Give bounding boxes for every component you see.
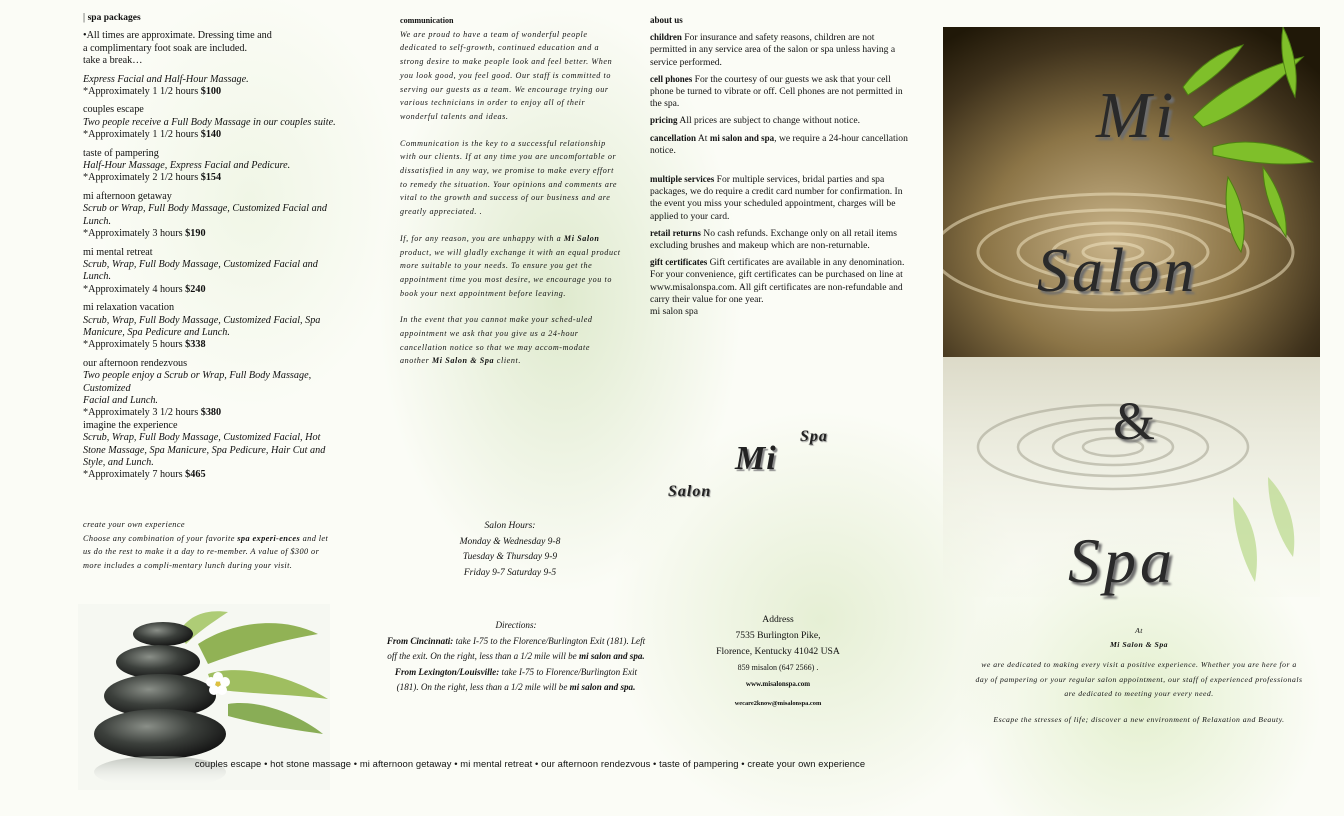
policy-text: , we require a 24-hour cancellation notice. [650, 132, 908, 156]
address-line: Florence, Kentucky 41042 USA [716, 646, 840, 657]
brand-name: Mi Salon & Spa [432, 356, 495, 366]
direction-origin: From Cincinnati: [386, 635, 454, 646]
direction-destination: mi salon and spa. [579, 651, 645, 662]
create-experience-block [83, 518, 333, 572]
package-price: $190 [185, 228, 206, 240]
policy-text: At [696, 132, 710, 144]
spa-packages-panel [83, 12, 345, 488]
policy-item [650, 227, 912, 252]
hours-line: Friday 9-7 Saturday 9-5 [463, 568, 557, 579]
small-logo-salon: Salon [668, 483, 712, 500]
policy-label: retail returns [650, 227, 701, 238]
package-item [83, 148, 345, 185]
package-price: $465 [185, 469, 206, 481]
create-experience-heading: create your own experience [83, 520, 186, 529]
paragraph-text: If, for any reason, you are unhappy with a [400, 233, 564, 243]
policy-label: children [650, 32, 682, 43]
paragraph-text: product, we will gladly exchange it with an equal product more suitable to your needs. To ensure you get the appointment time you most desire, we encourage you to book your next appointment before leaving. [400, 247, 621, 298]
package-price: $240 [185, 283, 206, 295]
package-name: couples escape [83, 104, 144, 116]
cover-tagline [975, 624, 1303, 727]
package-time: *Approximately 5 hours [83, 339, 183, 351]
package-price: $140 [200, 129, 222, 141]
package-item [83, 358, 345, 420]
package-price: $338 [185, 339, 206, 351]
communication-panel [400, 14, 622, 381]
title-prefix: | [83, 12, 86, 23]
cover-title-mi: Mi [1096, 79, 1178, 152]
package-time: *Approximately 2 1/2 hours [83, 172, 199, 184]
direction-text: take I-75 to Florence/Burlington Exit (181). On the right, less than a 1/2 mile will be [396, 666, 638, 693]
package-item [83, 191, 345, 241]
hours-title: Salon Hours: [484, 521, 536, 531]
signoff: mi salon spa [650, 306, 698, 318]
footer-services-list: couples escape • hot stone massage • mi afternoon getaway • mi mental retreat • our afternoon rendezvous • taste of pampering • create your own experience [194, 758, 866, 769]
cover-title-salon: Salon [1037, 237, 1199, 305]
intro-line: •All times are approximate. Dressing time and [83, 30, 272, 42]
package-name: imagine the experience [83, 419, 178, 431]
package-name: mi afternoon getaway [83, 190, 172, 202]
policy-text: No cash refunds. Exchange only on all retail items excluding brushes and makeup which are non-returnable. [650, 227, 897, 252]
package-desc: Scrub or Wrap, Full Body Massage, Customized Facial and Lunch. [83, 203, 327, 227]
brand-name: Mi Salon [563, 233, 600, 243]
intro-line: take a break… [83, 55, 143, 67]
intro-line: a complimentary foot soak are included. [83, 42, 248, 54]
hours-line: Monday & Wednesday 9-8 [459, 536, 561, 547]
package-desc: Scrub, Wrap, Full Body Massage, Customized Facial and Lunch. [83, 258, 318, 283]
cover-paragraph: Escape the stresses of life; discover a new environment of Relaxation and Beauty. [993, 715, 1285, 725]
package-desc: Scrub, Wrap, Full Body Massage, Customized Facial, Hot Stone Massage, Spa Manicure, Spa Pedicure, Hair Cut and Style, and Lunch. [83, 432, 326, 468]
create-experience-bold: spa experi-ences [237, 533, 301, 543]
package-desc-cont: Facial and Lunch. [83, 394, 158, 406]
policy-label: multiple services [650, 174, 715, 185]
package-name: mi relaxation vacation [83, 302, 175, 314]
cover-title-ampersand: & [1113, 391, 1160, 451]
package-time: *Approximately 4 hours [83, 283, 183, 295]
package-time: *Approximately 3 hours [83, 228, 183, 240]
package-item [83, 302, 345, 352]
package-name: taste of pampering [83, 147, 159, 159]
policy-label: cancellation [650, 132, 696, 143]
cover-paragraph: we are dedicated to making every visit a positive experience. Whether you are here for a day of pampering or your regular salon appointment, our staff of experienced professionals are dedicated to meeting your every need. [975, 660, 1303, 698]
directions-block [385, 618, 647, 696]
direction-destination: mi salon and spa. [569, 682, 636, 693]
package-price: $154 [200, 172, 222, 184]
package-desc: Scrub, Wrap, Full Body Massage, Customized Facial, Spa Manicure, Spa Pedicure and Lunch. [83, 314, 321, 338]
communication-paragraph: We are proud to have a team of wonderful people dedicated to self-growth, continued education and a strong desire to make people look and feel better. When you look good, you feel good. Our staff is committed to serving our guests as a team. We encourage trying our various technicians in order to enjoy all of their wonderful talents and ideas. [400, 29, 613, 121]
policy-label: pricing [650, 115, 678, 126]
cover-business-name: Mi Salon & Spa [1109, 640, 1169, 650]
package-item [83, 420, 345, 482]
email: wecare2know@misalonspa.com [734, 700, 822, 707]
package-name: our afternoon rendezvous [83, 357, 188, 369]
package-time: *Approximately 1 1/2 hours [83, 129, 199, 141]
package-item [83, 247, 345, 297]
policy-text: All prices are subject to change without notice. [677, 115, 861, 127]
direction-origin: From Lexington/Louisville: [394, 666, 500, 677]
package-price: $380 [200, 407, 222, 419]
phone-number: 859 misalon (647 2566) . [737, 663, 819, 672]
package-item [83, 104, 345, 141]
communication-paragraph: Communication is the key to a successful relationship with our clients. If at any time you are uncomfortable or dissatisfied in any way, we promise to make every effort to remedy the situation. Your opinions and comments are vital to the growth and success of our business and are greatly appreciated. . [400, 138, 618, 217]
package-time: *Approximately 1 1/2 hours [83, 86, 199, 98]
package-item [83, 74, 345, 99]
website: www.misalonspa.com [745, 680, 811, 688]
package-desc: Express Facial and Half-Hour Massage. [83, 73, 249, 85]
policy-label: cell phones [650, 73, 693, 84]
policy-label: gift certificates [650, 257, 708, 268]
package-price: $100 [200, 86, 222, 98]
policy-text: For multiple services, bridal parties and spa packages, we do require a credit card number for confirmation. In the event you miss your scheduled appointment, charges will be applied to your card. [650, 174, 903, 222]
cover-at: At [1135, 626, 1143, 635]
communication-paragraph [400, 313, 622, 368]
policy-item [650, 73, 912, 111]
small-logo-spa: Spa [800, 428, 828, 445]
address-title: Address [762, 614, 794, 625]
policy-item [650, 114, 912, 127]
policy-item [650, 256, 912, 306]
package-desc: Half-Hour Massage, Express Facial and Pedicure. [83, 160, 291, 172]
cover-title-spa: Spa [1068, 525, 1176, 596]
package-desc: Two people receive a Full Body Massage in our couples suite. [83, 116, 336, 128]
policy-text: For the courtesy of our guests we ask that your cell phone be turned to vibrate or off. Cell phones are not permitted in the spa. [650, 73, 903, 110]
paragraph-text: client. [494, 356, 521, 366]
policy-item [650, 132, 912, 157]
policy-text: For insurance and safety reasons, children are not permitted in any service area of the salon or spa unless having a service performed. [650, 32, 896, 68]
small-logo-mi: Mi [735, 440, 777, 477]
water-ripple-photo [943, 27, 1320, 357]
package-time: *Approximately 7 hours [83, 469, 183, 481]
policy-item [650, 31, 912, 69]
policy-bold: mi salon and spa [709, 132, 775, 143]
paragraph-text: In the event that you cannot make your sched-uled appointment we ask that you give us a 24-hour cancellation notice so that we may accom-modate another [400, 315, 593, 366]
create-experience-text-end: and let us do the rest to make it a day to re-member. A value of $300 or more includes a compli-mentary lunch during your visit. [83, 533, 329, 570]
direction-text: take I-75 to the Florence/Burlington Exit (181). Left off the exit. On the right, less than a 1/2 mile will be [387, 635, 646, 662]
package-name: mi mental retreat [83, 246, 153, 258]
hours-line: Tuesday & Thursday 9-9 [462, 552, 558, 563]
about-us-panel [650, 14, 912, 322]
directions-title: Directions: [495, 620, 537, 630]
spa-packages-title: spa packages [87, 13, 141, 23]
package-time: *Approximately 3 1/2 hours [83, 407, 199, 419]
address-line: 7535 Burlington Pike, [735, 630, 821, 641]
about-heading: about us [650, 15, 683, 25]
package-desc: Two people enjoy a Scrub or Wrap, Full Body Massage, Customized [83, 370, 312, 394]
communication-heading: communication [400, 16, 454, 25]
communication-paragraph [400, 232, 622, 301]
policy-item [650, 173, 912, 223]
create-experience-text: Choose any combination of your favorite [83, 533, 238, 543]
address-block [688, 612, 868, 712]
salon-hours [430, 519, 590, 582]
policy-text: Gift certificates are available in any denomination. For your convenience, gift certificates can be purchased on line at www.misalonspa.com. All gift certificates are non-refundable and carry their value for one year. [650, 257, 905, 305]
